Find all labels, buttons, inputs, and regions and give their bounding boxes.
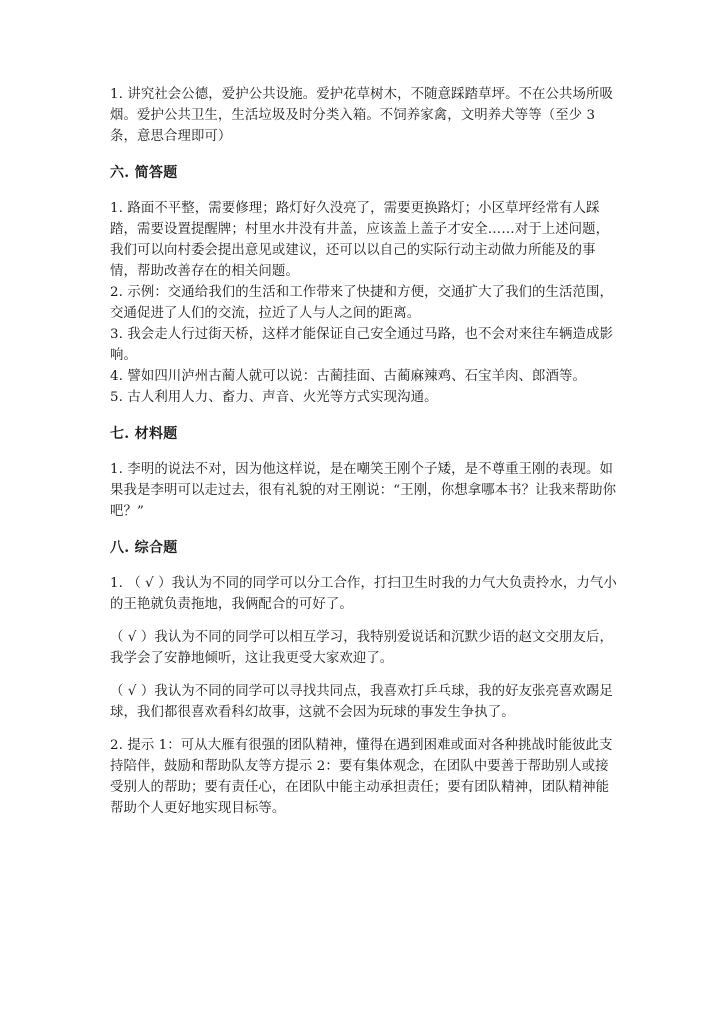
- short-answer-5: 5. 古人利用人力、畜力、声音、火光等方式实现沟通。: [110, 390, 438, 405]
- short-answer-4: 4. 譬如四川泸州古蔺人就可以说：古蔺挂面、古蔺麻辣鸡、石宝羊肉、郎酒等。: [110, 369, 587, 384]
- answer-content: [110, 84, 618, 819]
- section-heading-short-answer: 六. 简答题: [110, 165, 178, 181]
- civic-virtue-answer: 1. 讲究社会公德，爱护公共设施。爱护花草树木，不随意踩踏草坪。不在公共场所吸烟。爱护公共卫生，生活垃圾及时分类入箱。不饲养家禽，文明养犬等等（至少 3 条，意思合理即可）: [110, 87, 613, 144]
- comprehensive-answer-2: 2. 提示 1：可从大雁有很强的团队精神，懂得在遇到困难或面对各种挑战时能彼此支持陪伴，鼓励和帮助队友等方提示 2：要有集体观念，在团队中要善于帮助别人或接受别人的帮助；要有责任心，在团队中能主动承担责任；要有团队精神，团队精神能帮助个人更好地实现目标等。: [110, 738, 613, 816]
- section-heading-material: 七. 材料题: [110, 426, 178, 442]
- short-answer-1: 1. 路面不平整，需要修理；路灯好久没亮了，需要更换路灯；小区草坪经常有人踩踏，需要设置提醒牌；村里水井没有井盖，应该盖上盖子才安全……对于上述问题，我们可以向村委会提出意见或建议，还可以以自己的实际行动主动做力所能及的事情，帮助改善存在的相关问题。: [110, 201, 610, 279]
- short-answer-2: 2. 示例：交通给我们的生活和工作带来了快捷和方便，交通扩大了我们的生活范围，交通促进了人们的交流，拉近了人与人之间的距离。: [110, 285, 613, 321]
- short-answer-3: 3. 我会走人行过街天桥，这样才能保证自己安全通过马路，也不会对来往车辆造成影响。: [110, 327, 613, 363]
- comprehensive-answer-1b: （ √ ）我认为不同的同学可以相互学习，我特别爱说话和沉默少语的赵文交朋友后，我学会了安静地倾听，这让我更受大家欢迎了。: [110, 630, 614, 666]
- comprehensive-answer-1c: （ √ ）我认为不同的同学可以寻找共同点，我喜欢打乒乓球，我的好友张亮喜欢踢足球，我们都很喜欢看科幻故事，这就不会因为玩球的事发生争执了。: [110, 684, 614, 720]
- comprehensive-answer-1a: 1. （ √ ）我认为不同的同学可以分工合作，打扫卫生时我的力气大负责拎水，力气小的王艳就负责拖地，我俩配合的可好了。: [110, 576, 617, 612]
- material-answer-1: 1. 李明的说法不对，因为他这样说，是在嘲笑王刚个子矮，是不尊重王刚的表现。如果我是李明可以走过去，很有礼貌的对王刚说：“王刚，你想拿哪本书？让我来帮助你吧？”: [110, 462, 617, 519]
- section-heading-comprehensive: 八. 综合题: [110, 540, 178, 556]
